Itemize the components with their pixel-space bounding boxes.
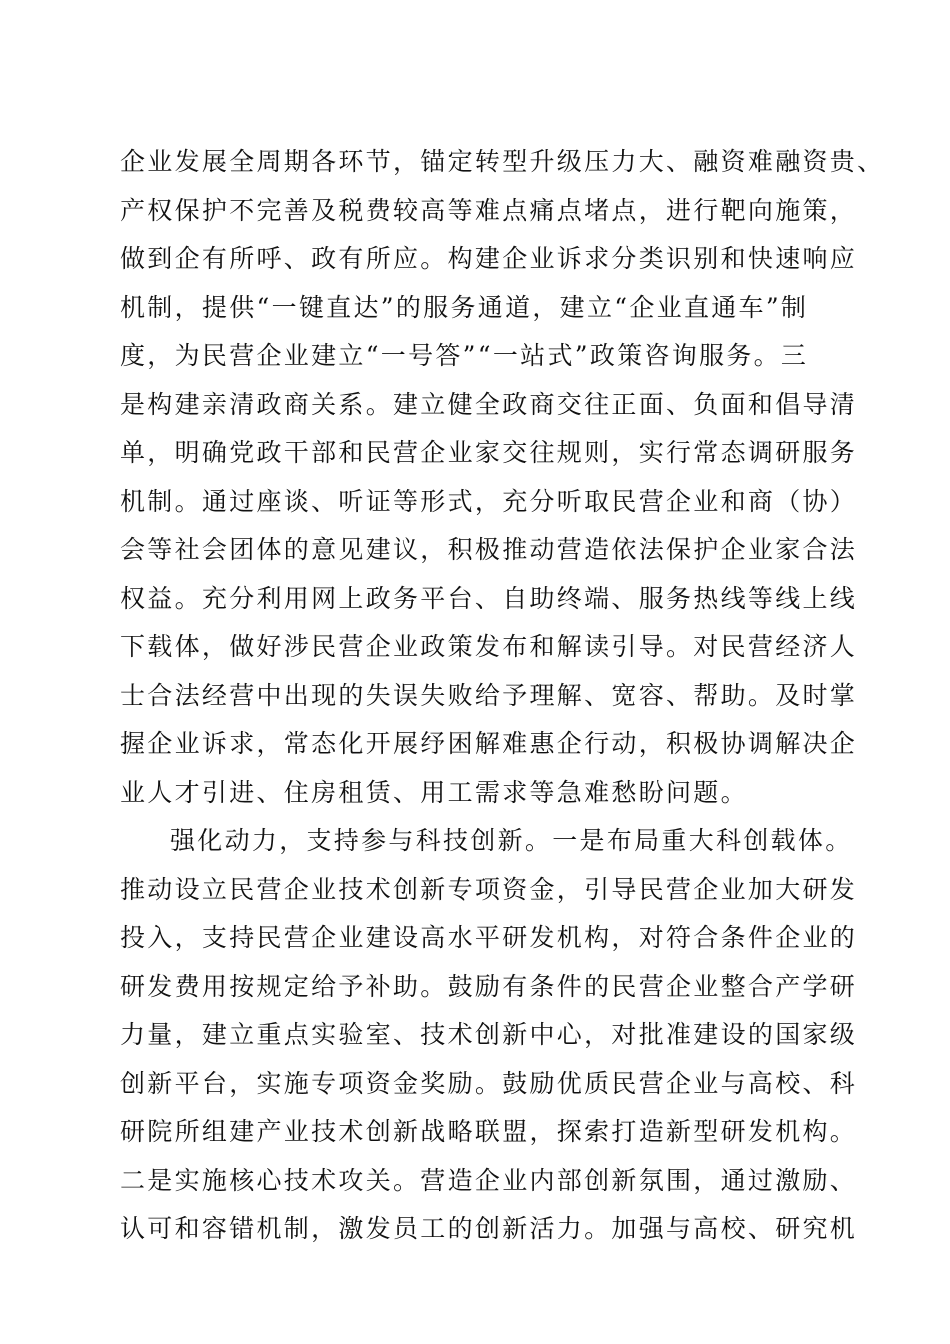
text-line: 机制，提供“一键直达”的服务通道，建立“企业直通车”制 (120, 292, 809, 322)
text-line: 产权保护不完善及税费较高等难点痛点堵点，进行靶向施策， (120, 195, 858, 225)
paragraph-start-line: 强化动力，支持参与科技创新。一是布局重大科创载体。 (170, 826, 853, 855)
body-text (120, 138, 885, 1254)
text-line: 力量，建立重点实验室、技术创新中心，对批准建设的国家级 (120, 1020, 858, 1049)
text-line: 权益。充分利用网上政务平台、自助终端、服务热线等线上线 (120, 583, 858, 613)
text-line: 二是实施核心技术攻关。营造企业内部创新氛围，通过激励、 (120, 1165, 858, 1195)
text-line: 研院所组建产业技术创新战略联盟，探索打造新型研发机构。 (120, 1117, 858, 1146)
text-line: 研发费用按规定给予补助。鼓励有条件的民营企业整合产学研 (120, 971, 858, 1001)
text-line: 度，为民营企业建立“一号答”“一站式”政策咨询服务。三 (120, 341, 809, 370)
text-line: 投入，支持民营企业建设高水平研发机构，对符合条件企业的 (120, 923, 858, 952)
text-line: 会等社会团体的意见建议，积极推动营造依法保护企业家合法 (120, 535, 858, 564)
text-line: 推动设立民营企业技术创新专项资金，引导民营企业加大研发 (120, 874, 858, 904)
text-line: 认可和容错机制，激发员工的创新活力。加强与高校、研究机 (120, 1214, 858, 1243)
text-line: 业人才引进、住房租赁、用工需求等急难愁盼问题。 (120, 777, 748, 807)
text-line: 是构建亲清政商关系。建立健全政商交往正面、负面和倡导清 (120, 389, 858, 419)
text-line: 机制。通过座谈、听证等形式，充分听取民营企业和商（协） (120, 486, 858, 516)
text-line: 单，明确党政干部和民营企业家交往规则，实行常态调研服务 (120, 438, 858, 467)
text-line: 握企业诉求，常态化开展纾困解难惠企行动，积极协调解决企 (120, 729, 858, 758)
text-line: 下载体，做好涉民营企业政策发布和解读引导。对民营经济人 (120, 632, 858, 661)
text-line: 创新平台，实施专项资金奖励。鼓励优质民营企业与高校、科 (120, 1068, 858, 1098)
text-line: 士合法经营中出现的失误失败给予理解、宽容、帮助。及时掌 (120, 680, 858, 710)
text-line: 企业发展全周期各环节，锚定转型升级压力大、融资难融资贵、 (120, 147, 885, 176)
text-line: 做到企有所呼、政有所应。构建企业诉求分类识别和快速响应 (120, 244, 858, 273)
